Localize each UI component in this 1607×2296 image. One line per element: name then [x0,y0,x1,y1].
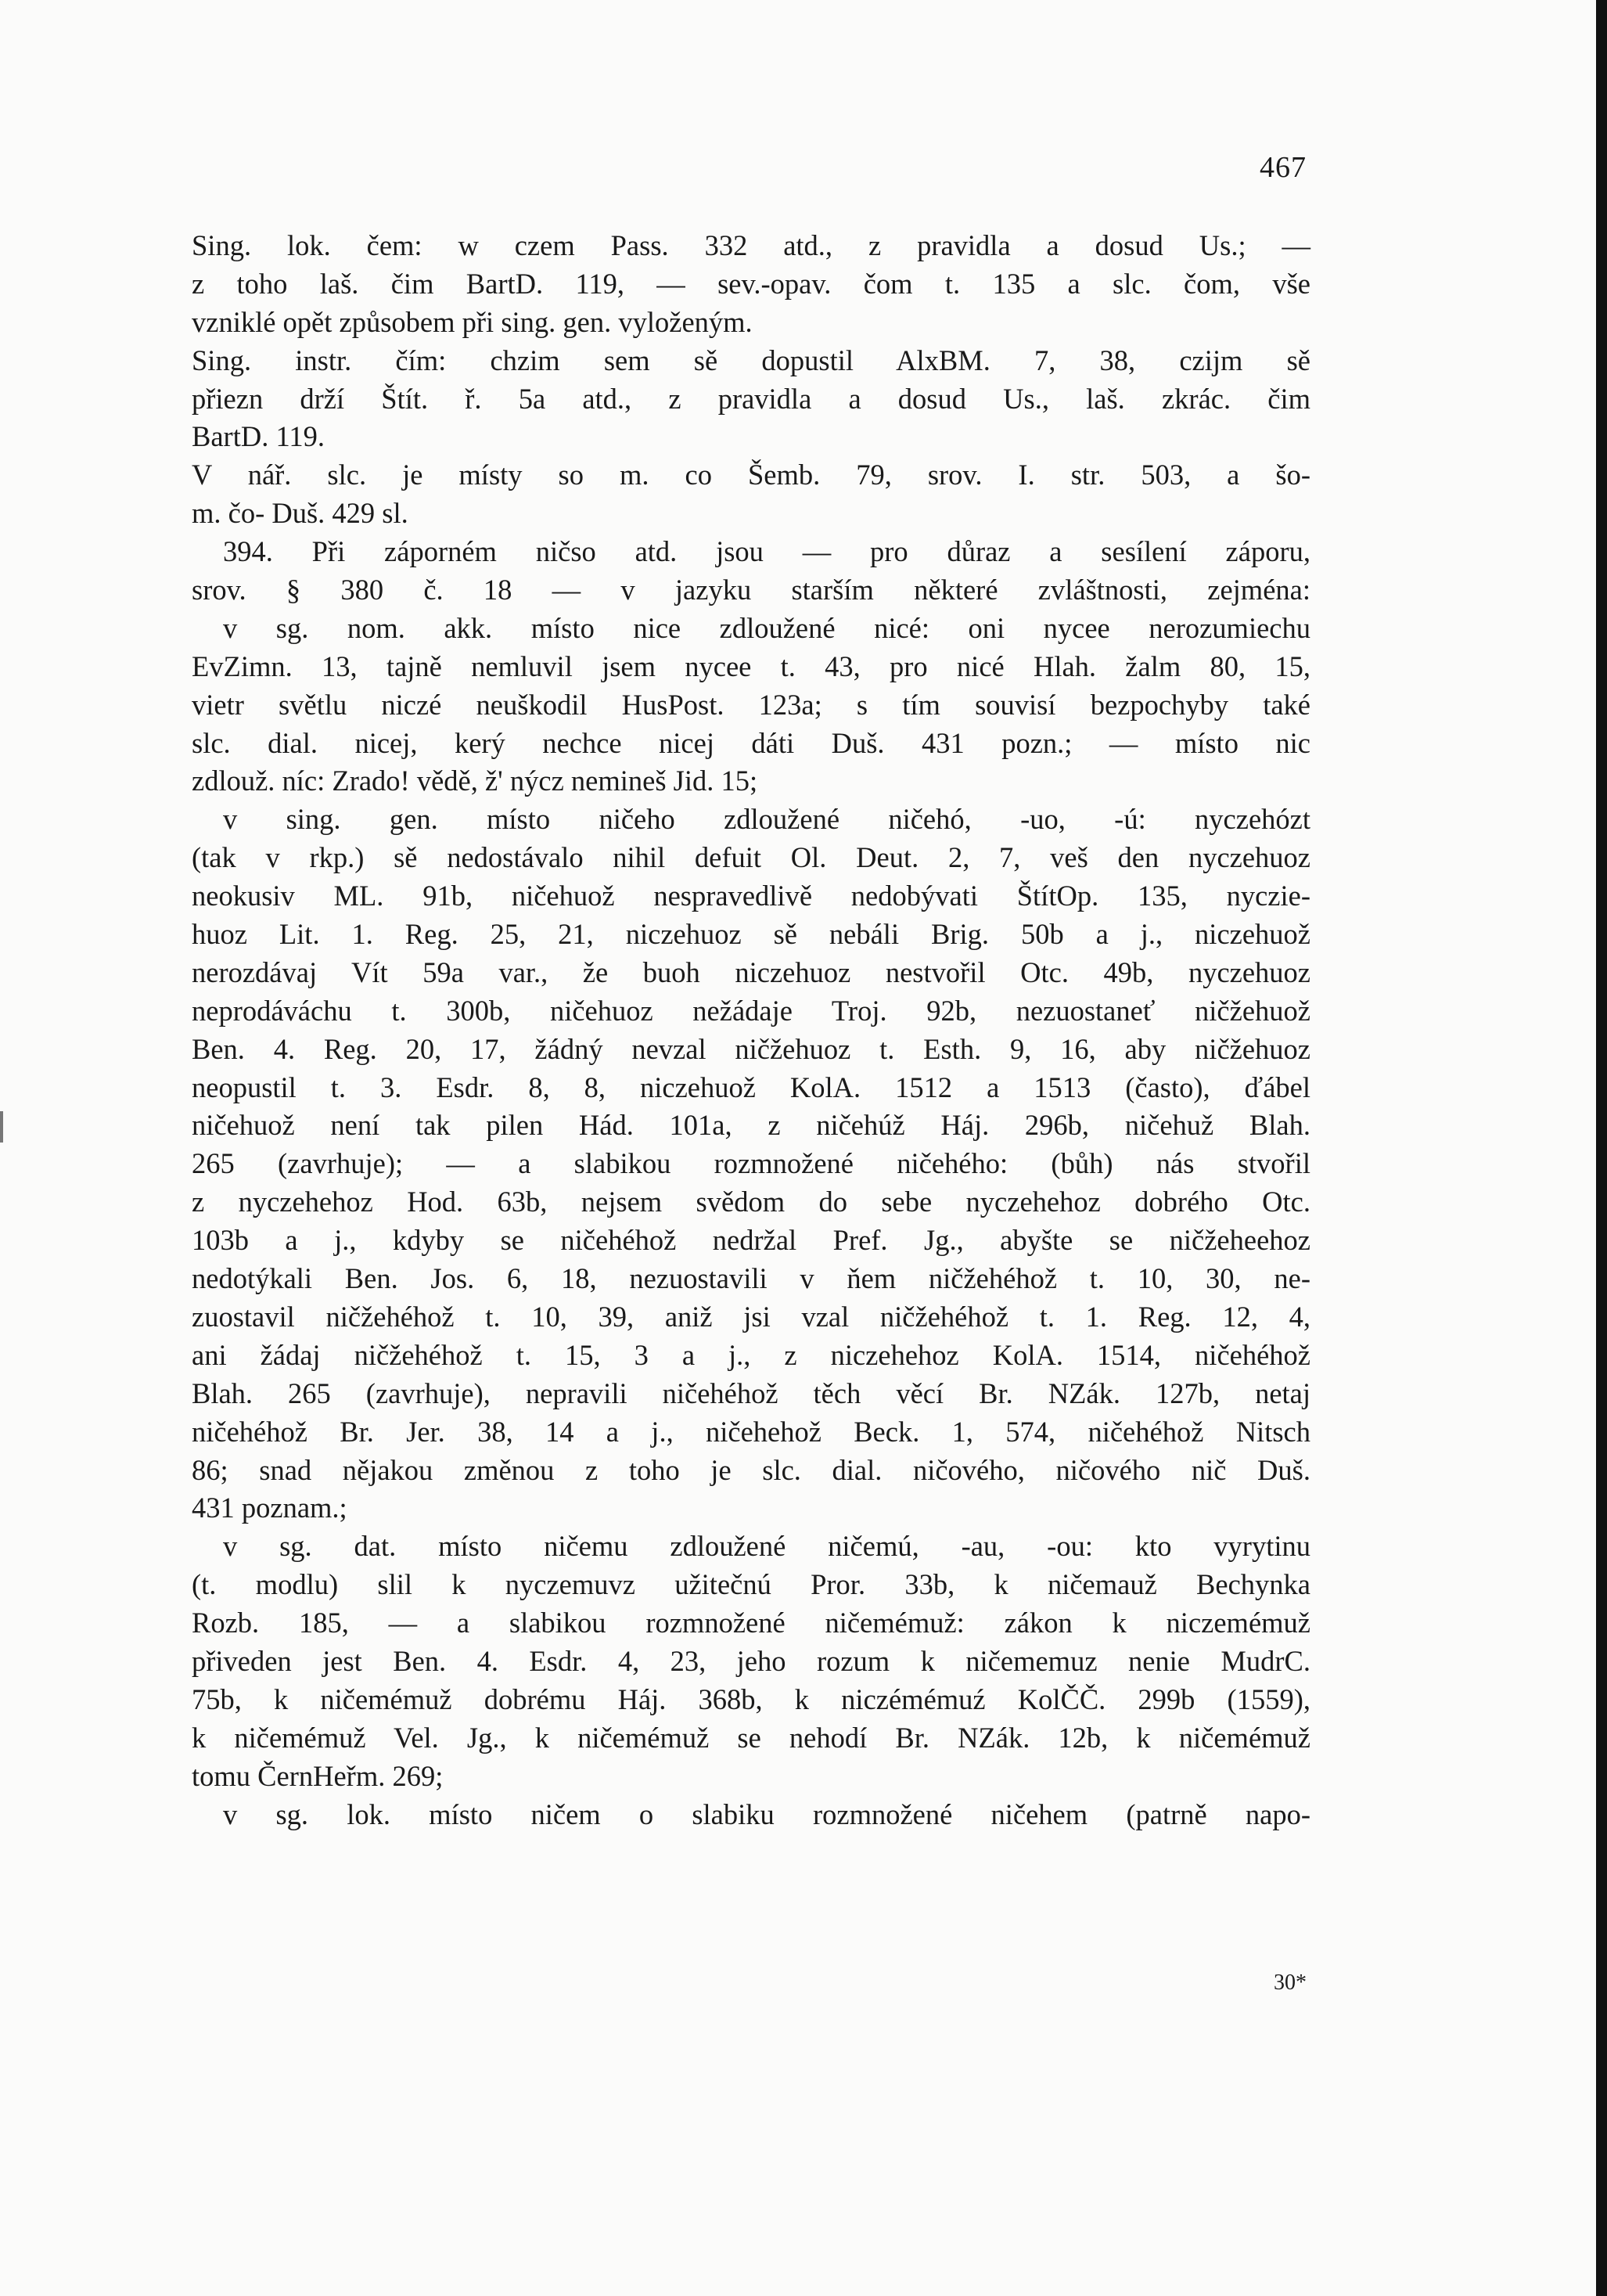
text-line: v sing. gen. místo ničeho zdloužené ničehó, -uo, -ú: nyczehózt [223,803,1310,836]
text-line: Sing. instr. čím: chzim sem sě dopustil AlxBM. 7, 38, czijm sě [192,344,1310,376]
scan-edge-shadow [1596,0,1607,2296]
scan-edge-mark [0,1111,3,1143]
text-line: 103b a j., kdyby se ničehéhož nedržal Pref. Jg., abyšte se ničžeheehoz [192,1224,1310,1257]
text-line: slc. dial. nicej, kerý nechce nicej dáti Duš. 431 pozn.; — místo nic [192,726,1310,759]
text-line: Rozb. 185, — a slabikou rozmnožené ničemémuž: zákon k niczemémuž [192,1607,1310,1639]
text-line: ani žádaj ničžehéhož t. 15, 3 a j., z niczehehoz KolA. 1514, ničehéhož [192,1338,1310,1371]
text-line: EvZimn. 13, tajně nemluvil jsem nycee t. 43, pro nicé Hlah. žalm 80, 15, [192,650,1310,682]
text-line: nedotýkali Ben. Jos. 6, 18, nezuostavili v ňem ničžehéhož t. 10, 30, ne- [192,1262,1310,1295]
text-line: 394. Při záporném ničso atd. jsou — pro důraz a sesílení záporu, [223,535,1310,568]
text-line: srov. § 380 č. 18 — v jazyku starším některé zvláštnosti, zejména: [192,574,1310,606]
text-line: přiveden jest Ben. 4. Esdr. 4, 23, jeho rozum k ničememuz nenie MudrC. [192,1644,1310,1677]
text-line: zuostavil ničžehéhož t. 10, 39, aniž jsi vzal ničžehéhož t. 1. Reg. 12, 4, [192,1300,1310,1333]
text-line: přiezn drží Štít. ř. 5a atd., z pravidla a dosud Us., laš. zkrác. čim [192,382,1310,415]
text-line: 265 (zavrhuje); — a slabikou rozmnožené ničehého: (bůh) nás stvořil [192,1147,1310,1180]
text-line: V nář. slc. je místy so m. co Šemb. 79, srov. I. str. 503, a šo- [192,459,1310,491]
text-line: v sg. nom. akk. místo nice zdloužené nicé: oni nycee nerozumiechu [223,611,1310,644]
text-line: (t. modlu) slil k nyczemuvz užitečnú Pror. 33b, k ničemauž Bechynka [192,1568,1310,1601]
text-line: v sg. lok. místo ničem o slabiku rozmnožené ničehem (patrně napo- [223,1798,1310,1830]
text-line: 431 poznam.; [192,1492,347,1524]
text-line: neprodáváchu t. 300b, ničehuoz nežádaje Troj. 92b, nezuostaneť ničžehuož [192,994,1310,1027]
text-line: ničehuož není tak pilen Hád. 101a, z ničehúž Háj. 296b, ničehuž Blah. [192,1109,1310,1142]
text-line: huoz Lit. 1. Reg. 25, 21, niczehuoz sě nebáli Brig. 50b a j., niczehuož [192,918,1310,951]
text-line: k ničemémuž Vel. Jg., k ničemémuž se nehodí Br. NZák. 12b, k ničemémuž [192,1721,1310,1754]
text-line: Ben. 4. Reg. 20, 17, žádný nevzal ničžehuoz t. Esth. 9, 16, aby ničžehuoz [192,1032,1310,1065]
text-line: BartD. 119. [192,420,325,453]
body-text [192,227,1310,1834]
text-line: vietr světlu niczé neuškodil HusPost. 123a; s tím souvisí bezpochyby také [192,688,1310,721]
text-line: tomu ČernHeřm. 269; [192,1759,444,1792]
text-line: nerozdávaj Vít 59a var., že buoh niczehuoz nestvořil Otc. 49b, nyczehuoz [192,955,1310,988]
text-line: vzniklé opět způsobem při sing. gen. vyloženým. [192,305,753,338]
text-line: neopustil t. 3. Esdr. 8, 8, niczehuož KolA. 1512 a 1513 (často), ďábel [192,1071,1310,1103]
text-line: m. čo- Duš. 429 sl. [192,497,408,530]
text-line: v sg. dat. místo ničemu zdloužené ničemú, -au, -ou: kto vyrytinu [223,1530,1310,1563]
text-line: z nyczehehoz Hod. 63b, nejsem svědom do sebe nyczehehoz dobrého Otc. [192,1186,1310,1218]
text-line: 86; snad nějakou změnou z toho je slc. dial. ničového, ničového nič Duš. [192,1453,1310,1486]
page-number: 467 [1260,151,1307,184]
text-line: Blah. 265 (zavrhuje), nepravili ničehéhož těch věcí Br. NZák. 127b, netaj [192,1377,1310,1409]
text-line: zdlouž. níc: Zrado! vědě, ž' nýcz nemineš Jid. 15; [192,765,758,797]
text-line: Sing. lok. čem: w czem Pass. 332 atd., z pravidla a dosud Us.; — [192,229,1310,261]
text-line: z toho laš. čim BartD. 119, — sev.-opav. čom t. 135 a slc. čom, vše [192,267,1310,300]
text-line: neokusiv ML. 91b, ničehuož nespravedlivě nedobývati ŠtítOp. 135, nyczie- [192,880,1310,912]
text-line: ničehéhož Br. Jer. 38, 14 a j., ničehehož Beck. 1, 574, ničehéhož Nitsch [192,1415,1310,1448]
sheet-signature-mark: 30* [1274,1970,1307,1995]
text-line: (tak v rkp.) sě nedostávalo nihil defuit Ol. Deut. 2, 7, veš den nyczehuoz [192,841,1310,874]
text-line: 75b, k ničemémuž dobrému Háj. 368b, k niczémémuź KolČČ. 299b (1559), [192,1682,1310,1715]
